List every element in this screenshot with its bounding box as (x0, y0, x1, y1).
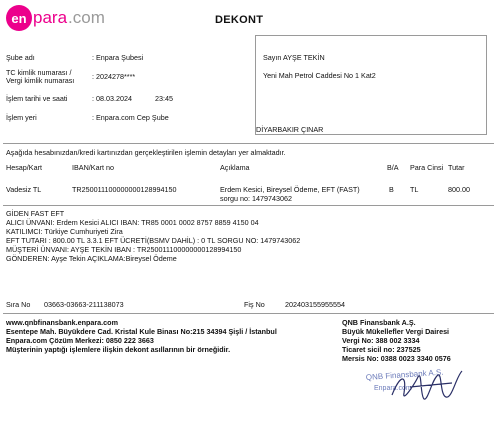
tc-label-line1: TC kimlik numarası / (6, 68, 72, 77)
place-value: : Enpara.com Cep Şube (92, 113, 169, 122)
col-header-description: Açıklama (220, 163, 250, 172)
detail-line: GÖNDEREN: Ayşe Tekin AÇIKLAMA:Bireysel Ödeme (6, 254, 177, 263)
time-value: 23:45 (155, 94, 173, 103)
col-header-ba: B/A (387, 163, 399, 172)
detail-line: MÜŞTERİ ÜNVANI: AYŞE TEKİN IBAN : TR250011100000000128994150 (6, 245, 242, 254)
divider-details (3, 205, 494, 206)
row-ba: B (389, 185, 394, 194)
footer-disclaimer: Müşterinin yaptığı işlemlere ilişkin dekont asıllarının bir örneğidir. (6, 345, 231, 354)
intro-text: Aşağıda hesabınızdan/kredi kartınızdan gerçekleştirilen işlemin detayları yer almaktadır. (6, 148, 286, 157)
footer-mersis-no: Mersis No: 0388 0023 3340 0576 (342, 354, 451, 363)
row-currency: TL (410, 185, 419, 194)
footer-company: QNB Finansbank A.Ş. (342, 318, 416, 327)
divider-footer (3, 313, 494, 314)
place-label: İşlem yeri (6, 113, 37, 122)
stamp-line2: Enpara.com (374, 385, 412, 392)
recipient-district: DİYARBAKIR ÇINAR (256, 125, 324, 134)
tc-label-line2: Vergi kimlik numarası (6, 76, 75, 85)
recipient-box (255, 35, 487, 135)
branch-label: Şube adı (6, 53, 35, 62)
footer-tax-office: Büyük Mükellefler Vergi Dairesi (342, 327, 450, 336)
recipient-address: Yeni Mah Petrol Caddesi No 1 Kat2 (263, 71, 376, 80)
footer-website: www.qnbfinansbank.enpara.com (6, 318, 118, 327)
fis-label: Fiş No (244, 300, 265, 309)
footer-support-phone: Enpara.com Çözüm Merkezi: 0850 222 3663 (6, 336, 154, 345)
row-description-line1: Erdem Kesici, Bireysel Ödeme, EFT (FAST) (220, 185, 360, 194)
col-header-iban: IBAN/Kart no (72, 163, 114, 172)
bank-stamp-signature (352, 365, 482, 407)
row-account: Vadesiz TL (6, 185, 42, 194)
enpara-logo (6, 4, 105, 32)
document-title: DEKONT (215, 14, 264, 26)
recipient-name: Sayın AYŞE TEKİN (263, 53, 325, 62)
logo-en-circle: en (6, 5, 32, 31)
detail-line: GİDEN FAST EFT (6, 209, 65, 218)
sira-label: Sıra No (6, 300, 31, 309)
logo-name: para (33, 8, 68, 27)
logo-tld: .com (68, 8, 105, 27)
detail-line: KATILIMCI: Türkiye Cumhuriyeti Zira (6, 227, 123, 236)
col-header-account: Hesap/Kart (6, 163, 42, 172)
row-iban: TR250011100000000128994150 (72, 185, 177, 194)
divider-top (3, 143, 494, 144)
footer-tax-no: Vergi No: 388 002 3334 (342, 336, 420, 345)
footer-address: Esentepe Mah. Büyükdere Cad. Kristal Kule Binası No:215 34394 Şişli / İstanbul (6, 327, 277, 336)
branch-value: : Enpara Şubesi (92, 53, 144, 62)
tc-value: : 2024278**** (92, 72, 136, 81)
row-amount: 800.00 (448, 185, 470, 194)
date-label: İşlem tarihi ve saati (6, 94, 68, 103)
col-header-amount: Tutar (448, 163, 465, 172)
footer-trade-registry: Ticaret sicil no: 237525 (342, 345, 421, 354)
sira-value: 03663-03663-211138073 (44, 300, 124, 309)
stamp-line1: QNB Finansbank A.Ş. (365, 367, 444, 382)
col-header-currency: Para Cinsi (410, 163, 444, 172)
detail-line: ALICI ÜNVANI: Erdem Kesici ALICI IBAN: TR85 0001 0002 8757 8859 4150 04 (6, 218, 259, 227)
date-value: : 08.03.2024 (92, 94, 132, 103)
fis-value: 202403155955554 (285, 300, 345, 309)
detail-line: EFT TUTARI : 800.00 TL 3.3.1 EFT ÜCRETİ(BSMV DAHİL) : 0 TL SORGU NO: 1479743062 (6, 236, 301, 245)
row-description-line2: sorgu no: 1479743062 (220, 194, 292, 203)
